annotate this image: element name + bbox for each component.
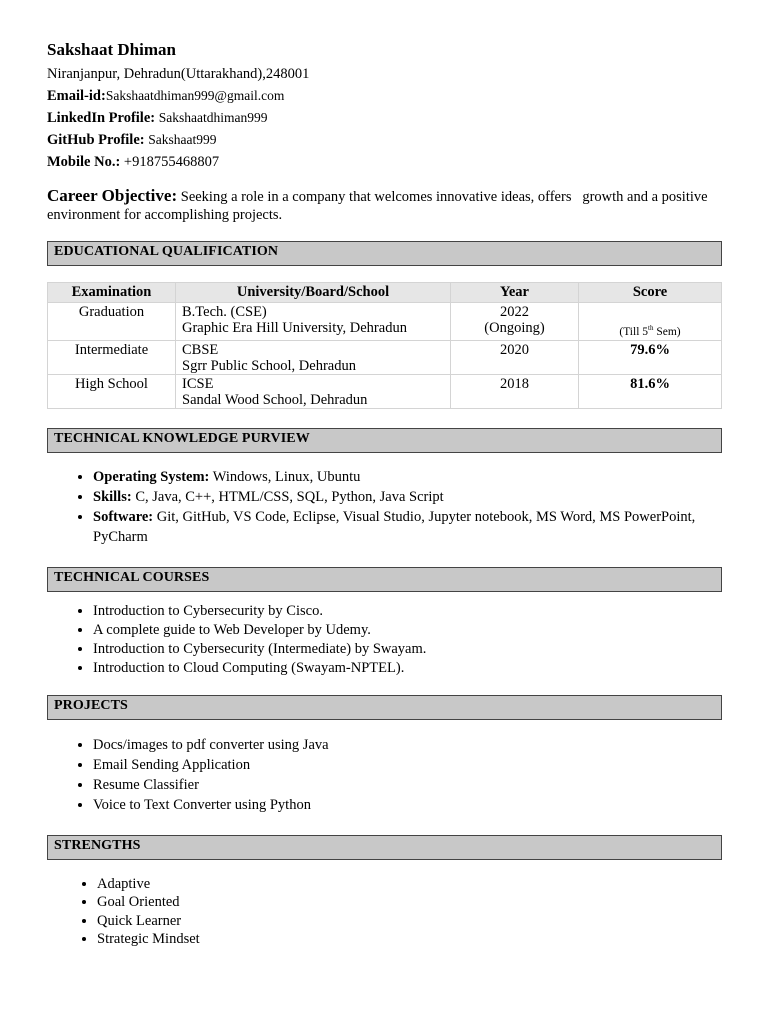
exam-cell: High School	[48, 374, 176, 408]
score-note-sup: th	[648, 324, 654, 332]
projects-list	[47, 735, 722, 815]
school-text: Graphic Era Hill University, Dehradun	[182, 320, 407, 336]
list-item: • Strategic Mindset	[97, 930, 722, 949]
col-header-score: Score	[579, 283, 722, 303]
school-text: Sandal Wood School, Dehradun	[182, 391, 368, 408]
item-value: C, Java, C++, HTML/CSS, SQL, Python, Java Script	[135, 488, 444, 505]
school-text: Sgrr Public School, Dehradun	[182, 357, 356, 374]
section-education-title: EDUCATIONAL QUALIFICATION	[47, 241, 722, 266]
github-value: Sakshaat999	[148, 132, 217, 147]
technical-list	[47, 467, 722, 547]
score-cell: 81.6%	[579, 374, 722, 408]
github-line	[47, 129, 722, 151]
objective-label: Career Objective:	[47, 186, 178, 205]
table-header-row	[48, 283, 722, 303]
year-text: 2022	[500, 304, 529, 320]
list-item: • Quick Learner	[97, 912, 722, 931]
email-value: Sakshaatdhiman999@gmail.com	[105, 88, 285, 103]
item-label: Software:	[93, 508, 154, 525]
list-item: • Resume Classifier	[93, 775, 722, 795]
exam-cell: Graduation	[48, 303, 176, 341]
linkedin-line	[47, 107, 722, 129]
list-item: • Docs/images to pdf converter using Java	[93, 735, 722, 755]
section-projects-title: PROJECTS	[47, 695, 722, 720]
board-text: ICSE	[182, 375, 214, 392]
list-item: • Email Sending Application	[93, 755, 722, 775]
table-row	[48, 340, 722, 374]
list-item	[93, 487, 722, 507]
item-label: Skills:	[93, 488, 132, 505]
score-cell: 79.6%	[579, 340, 722, 374]
section-technical-title: TECHNICAL KNOWLEDGE PURVIEW	[47, 428, 722, 453]
exam-cell: Intermediate	[48, 340, 176, 374]
email-label: Email-id:	[47, 88, 106, 104]
list-item	[93, 507, 722, 547]
list-item: • Introduction to Cloud Computing (Swayam-NPTEL).	[93, 659, 722, 678]
year-cell	[451, 303, 579, 341]
col-header-university: University/Board/School	[176, 283, 451, 303]
mobile-line	[47, 151, 722, 173]
strengths-list	[47, 875, 722, 949]
linkedin-label: LinkedIn Profile:	[47, 110, 156, 126]
resume-page	[47, 40, 722, 949]
section-courses-title: TECHNICAL COURSES	[47, 567, 722, 592]
mobile-value: +918755468807	[123, 154, 220, 170]
item-value: Windows, Linux, Ubuntu	[212, 468, 361, 485]
list-item: • Introduction to Cybersecurity (Intermediate) by Swayam.	[93, 640, 722, 659]
item-label: Operating System:	[93, 468, 210, 485]
github-label: GitHub Profile:	[47, 132, 145, 148]
section-strengths-title: STRENGTHS	[47, 835, 722, 860]
board-text: B.Tech. (CSE)	[182, 304, 267, 320]
education-table	[47, 282, 722, 409]
year-cell: 2018	[451, 374, 579, 408]
col-header-examination: Examination	[48, 283, 176, 303]
university-cell	[176, 340, 451, 374]
address: Niranjanpur, Dehradun(Uttarakhand),248001	[47, 66, 310, 82]
score-note-pre: (Till 5	[619, 325, 649, 338]
item-value: Git, GitHub, VS Code, Eclipse, Visual Studio, Jupyter notebook, MS Word, MS PowerPoint, PyCharm	[93, 508, 696, 545]
university-cell	[176, 303, 451, 341]
col-header-year: Year	[451, 283, 579, 303]
university-cell	[176, 374, 451, 408]
board-text: CBSE	[182, 341, 219, 358]
list-item: • Adaptive	[97, 875, 722, 894]
year-cell: 2020	[451, 340, 579, 374]
mobile-label: Mobile No.:	[47, 154, 121, 170]
linkedin-value: Sakshaatdhiman999	[158, 110, 268, 125]
score-cell	[579, 303, 722, 341]
list-item	[93, 467, 722, 487]
table-row	[48, 303, 722, 341]
list-item: • Goal Oriented	[97, 893, 722, 912]
candidate-name: Sakshaat Dhiman	[47, 40, 176, 59]
score-note	[619, 320, 680, 340]
year-note: (Ongoing)	[484, 320, 545, 336]
list-item: • Voice to Text Converter using Python	[93, 795, 722, 815]
objective-text: Seeking a role in a company that welcomes innovative ideas, offers growth and a positive environment for accomplishing projects.	[47, 189, 712, 223]
email-line	[47, 85, 722, 107]
score-note-post: Sem)	[653, 325, 681, 338]
table-row	[48, 374, 722, 408]
list-item: • Introduction to Cybersecurity by Cisco.	[93, 602, 722, 621]
career-objective	[47, 187, 722, 224]
courses-list	[47, 602, 722, 678]
list-item: • A complete guide to Web Developer by Udemy.	[93, 621, 722, 640]
